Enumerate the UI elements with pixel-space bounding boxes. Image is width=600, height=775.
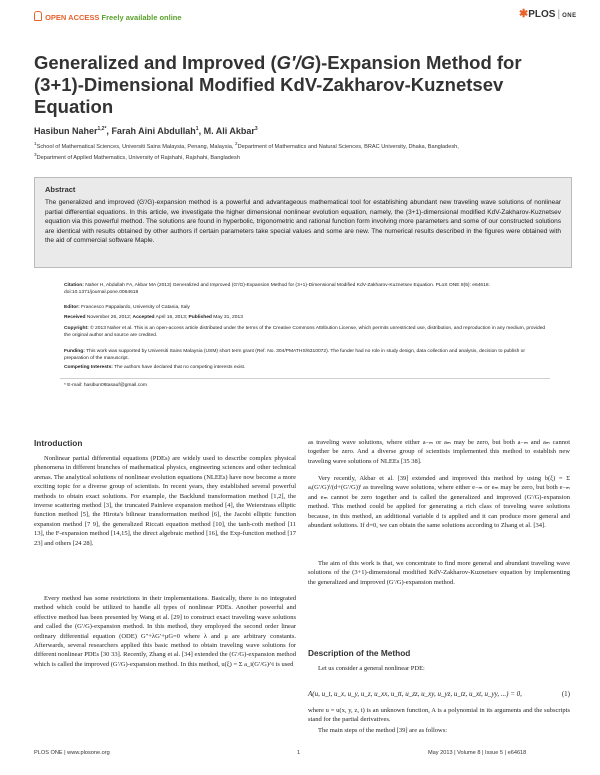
corresponding-email: * E-mail: hasibun06tasauf@gmail.com: [64, 383, 147, 388]
funding: Funding: This work was supported by Universiti Sains Malaysia (USM) short term grant (Ref. No. 304/PMATHS/6310072). The funder had no role in study design, data collection and analysis, decision to publish or preparation of the manuscript.: [64, 349, 526, 362]
paragraph: Every method has some restrictions in their implementations. Basically, there is no integrated method which could be utilized to handle all types of nonlinear PDEs. Another powerful and effective method has been presented by Wang et al. [29] to construct exact traveling wave solutions and called the (G′/G)-expansion method. In this method, they employed the second order linear ordinary differential equation (ODE) G″+λG′+μG=0 where λ and μ are arbitrary constants. Afterwards, several researchers applied this basic method to obtain traveling wave solutions for different nonlinear PDEs [30 33]. Recently, Zhang et al. [34] extended the (G′/G)-expansion method which is called the improved (G′/G)-expansion method. In this method, u(ξ) = Σ a_i(G′/G)^i is used: [34, 595, 296, 668]
equation-1: A(u, u_t, u_x, u_y, u_z, u_xx, u_tt, u_zz, u_xy, u_yz, u_tz, u_xt, u_yy, ...) = 0, (1): [308, 690, 570, 698]
paragraph: Nonlinear partial differential equations (PDEs) are widely used to describe complex physical phenomena in different branches of mathematical physics, engineering sciences and other technical arenas. The analytical solutions of nonlinear evolution equations (NLEEs) have now become a more exciting topic for a diverse group of scientists. In recent years, they established several powerful methods to obtain exact solutions. For example, the Backlund transformation method [1,2], the inverse scattering method [3], the truncated Painleve expansion method [4], the Weierstrass elliptic function method [5], the Hirota's bilinear transformation method [6], the Jacobi elliptic function expansion method [7 9], the generalized Riccati equation method [10], the tanh-coth method [11 13], the F-expansion method [14,15], the direct algebraic method [16], the Exp-function method [17 23] and others [24 28].: [34, 455, 296, 547]
journal-logo: ✱PLOS | ONE: [519, 8, 577, 20]
section-heading: Description of the Method: [308, 648, 411, 658]
paragraph: Very recently, Akbar et al. [39] extended and improved this method by using b(ξ) = Σ aᵢ(G′/G)ⁱ/(d+(G′/G))ⁱ as traveling wave solutions, where either e₋ₘ or eₘ may be zero, but both e₋ₘ and eₘ cannot be zero together and is called the generalized and improved (G′/G)-expansion method. This method could be applied for generating a rich class of traveling wave solutions because, in this method, an additional variable d is applied and it can produce more general and abundant solutions. If d=0, we can obtain the same solutions according to Zhang et al. [34].: [308, 475, 570, 530]
author-name: M. Ali Akbar: [203, 126, 255, 136]
paragraph: where u = u(x, y, z, t) is an unknown function, A is a polynomial in its arguments and the subscripts stand for the partial derivatives.: [308, 707, 570, 724]
page-number: 1: [297, 750, 301, 756]
author-name: Farah Aini Abdullah: [111, 126, 196, 136]
editor: Editor: Francesco Pappalardo, University of Catania, Italy: [64, 305, 190, 310]
paragraph: The aim of this work is that, we concentrate to find more general and abundant traveling wave solutions of the (3+1)-dimensional modified KdV-Zakharov-Kuznetsev equation by implementing the generalized and improved (G′/G)-expansion method.: [308, 560, 570, 586]
plos-star-icon: ✱: [519, 8, 529, 20]
journal-link[interactable]: www.plosone.org: [67, 750, 110, 756]
brand-name: PLOS: [528, 9, 556, 20]
abstract-heading: Abstract: [45, 185, 76, 194]
freely-available-label: Freely available online: [101, 13, 182, 22]
paragraph: Let us consider a general nonlinear PDE:: [318, 665, 425, 672]
section-heading: Introduction: [34, 438, 83, 448]
footer-issue: May 2013 | Volume 8 | Issue 5 | e64618: [428, 750, 527, 756]
footer-journal: PLOS ONE | www.plosone.org: [34, 750, 110, 756]
author-name: Hasibun Naher: [34, 126, 98, 136]
abstract-text: The generalized and improved (G′/G)-expansion method is a powerful and advantageous mathematical tool for establishing abundant new traveling wave solutions of nonlinear partial differential equations. In this article, we investigate the higher dimensional nonlinear evolution equation, namely, the (3+1)-dimensional modified KdV-Zakharov-Kuznetsev equation via this powerful method. The solutions are found in hyperbolic, trigonometric and rational function form involving more parameters and some of our constructed solutions are identical with results obtained by other authors if certain parameters take special values and some are new. The numerical results described in the figures were obtained with the aid of commercial software Maple.: [45, 199, 561, 245]
equation-number: (1): [561, 690, 570, 698]
brand-suffix: ONE: [562, 13, 577, 19]
page-title: Generalized and Improved (G′/G)-Expansion Method for (3+1)-Dimensional Modified KdV-Zakharov-Kuznetsev Equation: [34, 52, 522, 117]
paragraph: as traveling wave solutions, where either a₋ₘ or aₘ may be zero, but both a₋ₘ and aₘ cannot together be zero. And a diverse group of scientists implemented this method to establish new traveling wave solutions of NLEEs [35 38].: [308, 439, 570, 465]
citation: Citation: Naher H, Abdullah FA, Akbar MA (2013) Generalized and Improved (G′/G)-Expansion Method for (3+1)-Dimensional Modified KdV-Zakharov-Kuznetsev Equation. PLoS ONE 8(5): e64618. doi:10.1371/journal.pone.0064618: [64, 283, 490, 296]
author-list: Hasibun Naher$^{1,2*}$, Farah Aini Abdullah$^1$, M. Ali Akbar$^3$: [34, 126, 258, 136]
affiliations: $^3$Department of Applied Mathematics, University of Rajshahi, Rajshahi, Bangladesh: [34, 152, 240, 161]
dates: Received November 26, 2012; Accepted April 16, 2013; Published May 31, 2013: [64, 315, 243, 320]
competing-interests: Competing Interests: The authors have declared that no competing interests exist.: [64, 365, 246, 370]
open-lock-icon: [34, 11, 42, 21]
divider: [60, 378, 550, 379]
open-access-banner: [34, 11, 182, 22]
affiliations: $^1$School of Mathematical Sciences, Universiti Sains Malaysia, Penang, Malaysia, $^2$Department of Mathematics and Natural Sciences, BRAC University, Dhaka, Bangladesh,: [34, 141, 459, 150]
copyright: Copyright: © 2013 Naher et al. This is an open-access article distributed under the terms of the Creative Commons Attribution License, which permits unrestricted use, distribution, and reproduction in any medium, provided the original author and source are credited.: [64, 326, 546, 339]
paragraph: The main steps of the method [39] are as follows:: [318, 727, 448, 734]
open-access-label: OPEN ACCESS: [45, 13, 100, 22]
abstract-box: [34, 177, 572, 268]
